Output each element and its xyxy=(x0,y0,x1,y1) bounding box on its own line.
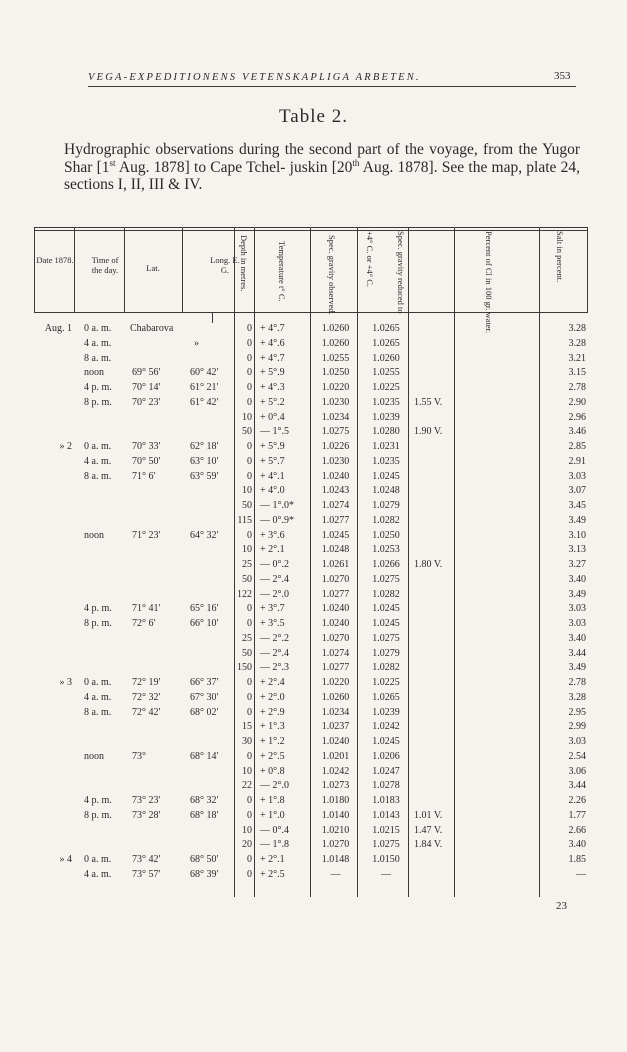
intro-line-3a: juskin [20 xyxy=(289,158,353,176)
cell-depth: 0 xyxy=(247,396,252,408)
cell-temp: + 5°.7 xyxy=(260,455,285,467)
col-header-time: Time of the day. xyxy=(91,255,119,275)
cell-long: 63° 10′ xyxy=(190,455,219,467)
cell-long: 68° 39′ xyxy=(190,868,219,880)
cell-spec-obs: 1.0270 xyxy=(321,632,350,644)
cell-spec-obs: 1.0220 xyxy=(321,382,350,393)
cell-spec-reduced: 1.0183 xyxy=(372,795,400,806)
cell-long: 64° 32′ xyxy=(190,529,219,541)
cell-percent-cl: 1.80 V. xyxy=(414,559,443,570)
cell-spec-reduced: 1.0260 xyxy=(372,352,400,364)
cell-depth: 115 xyxy=(237,514,252,526)
cell-temp: + 3°.5 xyxy=(260,618,285,629)
cell-time: 8 p. m. xyxy=(84,618,112,629)
cell-long: 68° 14′ xyxy=(190,750,219,762)
cell-long: 61° 42′ xyxy=(190,396,219,408)
cell-temp: + 5°.2 xyxy=(260,396,285,408)
col-header-lat: Lat. xyxy=(146,263,160,273)
cell-spec-obs: 1.0260 xyxy=(321,691,350,703)
cell-long: 66° 10′ xyxy=(190,618,219,629)
cell-depth: 0 xyxy=(247,677,252,688)
cell-time: 0 a. m. xyxy=(84,854,112,865)
table-top-rule xyxy=(34,227,588,228)
divider-lat xyxy=(182,227,183,313)
cell-depth: 10 xyxy=(242,765,252,777)
cell-depth: 10 xyxy=(242,485,252,497)
cell-temp: + 3°.6 xyxy=(260,529,285,541)
cell-spec-obs: 1.0255 xyxy=(321,352,350,364)
cell-date: » 2 xyxy=(59,441,72,452)
col-header-depth: Depth in metres. xyxy=(239,235,249,292)
cell-spec-reduced: 1.0225 xyxy=(372,677,400,688)
cell-salt: 3.03 xyxy=(568,470,586,482)
cell-long: 67° 30′ xyxy=(190,691,219,703)
cell-time: 4 p. m. xyxy=(84,603,112,615)
cell-depth: 0 xyxy=(247,854,252,865)
cell-salt: 2.85 xyxy=(568,441,586,452)
divider-time xyxy=(124,227,125,313)
cell-spec-reduced: 1.0235 xyxy=(372,396,400,408)
cell-salt: — xyxy=(576,868,586,880)
cell-temp: + 0°.4 xyxy=(260,411,285,423)
cell-salt: 3.28 xyxy=(568,337,586,349)
col-header-date: Date 1878. xyxy=(36,255,74,265)
cell-spec-reduced: 1.0280 xyxy=(372,426,400,438)
cell-long: 68° 02′ xyxy=(190,706,219,718)
cell-salt: 3.28 xyxy=(568,323,586,334)
cell-spec-obs: 1.0240 xyxy=(321,618,350,629)
cell-lat: 71° 6′ xyxy=(132,470,156,482)
cell-temp: — 2°.4 xyxy=(260,647,289,659)
cell-temp: + 4°.7 xyxy=(260,352,285,364)
cell-salt: 2.78 xyxy=(568,382,586,393)
cell-temp: + 5°.9 xyxy=(260,367,285,379)
cell-salt: 1.77 xyxy=(568,809,586,821)
cell-time: noon xyxy=(84,750,104,762)
cell-spec-obs: 1.0230 xyxy=(321,455,350,467)
cell-lat: 71° 23′ xyxy=(132,529,161,541)
cell-spec-obs: 1.0148 xyxy=(321,854,350,865)
sheet-number: 23 xyxy=(556,900,567,912)
cell-salt: 3.06 xyxy=(568,765,586,777)
cell-salt: 3.13 xyxy=(568,544,586,556)
cell-depth: 0 xyxy=(247,529,252,541)
cell-long: 68° 32′ xyxy=(190,795,219,806)
cell-time: 8 p. m. xyxy=(84,809,112,821)
cell-temp: — 2°.0 xyxy=(260,588,289,600)
cell-long: 68° 50′ xyxy=(190,854,219,865)
cell-lat: » xyxy=(194,337,199,349)
divider-date xyxy=(74,227,75,313)
cell-salt: 2.91 xyxy=(568,455,586,467)
col-header-spec-red: Spec. gravity reduced to xyxy=(396,231,406,314)
cell-spec-obs: 1.0260 xyxy=(321,337,350,349)
cell-salt: 3.03 xyxy=(568,603,586,615)
cell-depth: 0 xyxy=(247,441,252,452)
cell-temp: + 2°.1 xyxy=(260,544,285,556)
cell-depth: 50 xyxy=(242,500,252,511)
cell-temp: + 2°.5 xyxy=(260,868,285,880)
cell-salt: 3.40 xyxy=(568,573,586,585)
cell-depth: 0 xyxy=(247,367,252,379)
cell-depth: 0 xyxy=(247,809,252,821)
cell-lat: 70° 23′ xyxy=(132,396,161,408)
cell-temp: — 0°.2 xyxy=(260,559,289,570)
cell-salt: 2.99 xyxy=(568,721,586,733)
cell-temp: + 1°.0 xyxy=(260,809,285,821)
cell-spec-obs: 1.0260 xyxy=(321,323,350,334)
cell-lat: 73° 28′ xyxy=(132,809,161,821)
cell-salt: 3.40 xyxy=(568,632,586,644)
page-number: 353 xyxy=(554,70,571,82)
cell-salt: 2.26 xyxy=(568,795,586,806)
cell-depth: 0 xyxy=(247,352,252,364)
cell-temp: — 2°.0 xyxy=(260,780,289,792)
cell-temp: + 4°.7 xyxy=(260,323,285,334)
cell-temp: + 1°.8 xyxy=(260,795,285,806)
cell-temp: + 0°.8 xyxy=(260,765,285,777)
table-right-edge xyxy=(587,227,588,313)
cell-salt: 3.27 xyxy=(568,559,586,570)
cell-time: 8 a. m. xyxy=(84,352,112,364)
cell-spec-obs: 1.0248 xyxy=(321,544,350,556)
cell-depth: 0 xyxy=(247,470,252,482)
cell-depth: 122 xyxy=(237,588,252,600)
cell-depth: 0 xyxy=(247,382,252,393)
cell-time: noon xyxy=(84,367,104,379)
cell-salt: 3.49 xyxy=(568,588,586,600)
divider-red xyxy=(408,227,409,897)
cell-spec-obs: 1.0245 xyxy=(321,529,350,541)
cell-long: 66° 37′ xyxy=(190,677,219,688)
cell-spec-obs: 1.0226 xyxy=(321,441,350,452)
cell-depth: 10 xyxy=(242,544,252,556)
cell-spec-reduced: 1.0250 xyxy=(372,529,400,541)
cell-lat: 73° 57′ xyxy=(132,868,161,880)
cell-depth: 50 xyxy=(242,426,252,438)
cell-time: 8 a. m. xyxy=(84,470,112,482)
running-header: VEGA-EXPEDITIONENS VETENSKAPLIGA ARBETEN. xyxy=(88,72,421,83)
cell-depth: 0 xyxy=(247,618,252,629)
cell-percent-cl: 1.90 V. xyxy=(414,426,443,438)
cell-spec-reduced: 1.0278 xyxy=(372,780,400,792)
cell-depth: 0 xyxy=(247,337,252,349)
cell-date: Aug. 1 xyxy=(44,323,72,334)
table-top-rule-2 xyxy=(34,230,588,231)
cell-lat: 73° 23′ xyxy=(132,795,161,806)
cell-spec-obs: 1.0250 xyxy=(321,367,350,379)
intro-sup-1: st xyxy=(109,157,116,168)
observations-table xyxy=(34,227,588,897)
cell-spec-reduced: 1.0206 xyxy=(372,750,400,762)
cell-spec-reduced: 1.0143 xyxy=(372,809,400,821)
cell-long: 62° 18′ xyxy=(190,441,219,452)
header-bottom-rule xyxy=(34,312,588,313)
cell-salt: 3.07 xyxy=(568,485,586,497)
intro-line-2b: Aug. 1878] to Cape Tchel- xyxy=(115,158,286,176)
cell-temp: — 2°.3 xyxy=(260,662,289,674)
cell-spec-obs: 1.0242 xyxy=(321,765,350,777)
cell-percent-cl: 1.84 V. xyxy=(414,839,443,851)
cell-depth: 22 xyxy=(242,780,252,792)
cell-spec-obs: 1.0274 xyxy=(321,647,350,659)
cell-spec-reduced: 1.0245 xyxy=(372,736,400,747)
cell-spec-obs: 1.0210 xyxy=(321,824,350,836)
cell-salt: 2.54 xyxy=(568,750,586,762)
cell-lat: 70° 33′ xyxy=(132,441,161,452)
cell-spec-reduced: 1.0235 xyxy=(372,455,400,467)
cell-salt: 3.21 xyxy=(568,352,586,364)
cell-lat: 72° 32′ xyxy=(132,691,161,703)
cell-spec-reduced: 1.0231 xyxy=(372,441,400,452)
cell-spec-obs: 1.0230 xyxy=(321,396,350,408)
cell-depth: 150 xyxy=(237,662,252,674)
cell-long: 63° 59′ xyxy=(190,470,219,482)
cell-temp: — 1°.8 xyxy=(260,839,289,851)
cell-time: noon xyxy=(84,529,104,541)
cell-spec-obs: 1.0270 xyxy=(321,839,350,851)
cell-depth: 30 xyxy=(242,736,252,747)
cell-spec-obs: 1.0240 xyxy=(321,603,350,615)
cell-spec-obs: 1.0277 xyxy=(321,662,350,674)
cell-date: » 4 xyxy=(59,854,72,865)
cell-long: 61° 21′ xyxy=(190,382,219,393)
cell-time: 4 p. m. xyxy=(84,795,112,806)
cell-spec-reduced: 1.0253 xyxy=(372,544,400,556)
cell-spec-reduced: 1.0279 xyxy=(372,500,400,511)
cell-temp: — 2°.2 xyxy=(260,632,289,644)
cell-temp: + 2°.1 xyxy=(260,854,285,865)
cell-spec-obs: 1.0261 xyxy=(321,559,350,570)
cell-salt: 2.96 xyxy=(568,411,586,423)
cell-temp: + 4°.0 xyxy=(260,485,285,497)
cell-time: 4 p. m. xyxy=(84,382,112,393)
cell-spec-reduced: 1.0282 xyxy=(372,662,400,674)
intro-line-3b: Aug. 1878]. See the map, plate 24, sections I, II, xyxy=(64,158,580,193)
cell-spec-reduced: 1.0245 xyxy=(372,470,400,482)
cell-temp: + 1°.3 xyxy=(260,721,285,733)
cell-time: 8 p. m. xyxy=(84,396,112,408)
cell-depth: 0 xyxy=(247,603,252,615)
cell-salt: 2.95 xyxy=(568,706,586,718)
cell-temp: + 2°.9 xyxy=(260,706,285,718)
cell-lat: 72° 6′ xyxy=(132,618,156,629)
cell-salt: 3.15 xyxy=(568,367,586,379)
divider-depth xyxy=(254,227,255,897)
cell-spec-obs: 1.0243 xyxy=(321,485,350,497)
cell-depth: 0 xyxy=(247,455,252,467)
cell-temp: — 0°.4 xyxy=(260,824,289,836)
cell-spec-reduced: 1.0265 xyxy=(372,691,400,703)
cell-spec-reduced: 1.0282 xyxy=(372,588,400,600)
cell-depth: 0 xyxy=(247,868,252,880)
cell-depth: 10 xyxy=(242,824,252,836)
cell-lat: 70° 50′ xyxy=(132,455,161,467)
cell-depth: 50 xyxy=(242,573,252,585)
cell-spec-obs: 1.0277 xyxy=(321,514,350,526)
cell-spec-reduced: 1.0239 xyxy=(372,411,400,423)
cell-temp: + 3°.7 xyxy=(260,603,285,615)
cell-temp: + 4°.3 xyxy=(260,382,285,393)
cell-time: 4 a. m. xyxy=(84,455,112,467)
cell-time: 8 a. m. xyxy=(84,706,112,718)
divider-temp xyxy=(310,227,311,897)
cell-depth: 15 xyxy=(242,721,252,733)
cell-spec-reduced: 1.0265 xyxy=(372,323,400,334)
cell-spec-reduced: 1.0275 xyxy=(372,573,400,585)
cell-spec-obs: 1.0275 xyxy=(321,426,350,438)
cell-temp: + 4°.1 xyxy=(260,470,285,482)
cell-spec-reduced: 1.0282 xyxy=(372,514,400,526)
cell-depth: 10 xyxy=(242,411,252,423)
cell-salt: 3.49 xyxy=(568,514,586,526)
cell-long: 68° 18′ xyxy=(190,809,219,821)
cell-spec-obs: 1.0270 xyxy=(321,573,350,585)
cell-spec-reduced: 1.0150 xyxy=(372,854,400,865)
cell-spec-reduced: 1.0248 xyxy=(372,485,400,497)
cell-salt: 3.45 xyxy=(568,500,586,511)
intro-sup-2: th xyxy=(352,157,360,168)
col-header-salt: Salt in percent. xyxy=(555,231,565,283)
cell-time: 0 a. m. xyxy=(84,677,112,688)
cell-depth: 25 xyxy=(242,559,252,570)
cell-percent-cl: 1.55 V. xyxy=(414,396,443,408)
cell-spec-obs: 1.0240 xyxy=(321,736,350,747)
cell-temp: + 2°.5 xyxy=(260,750,285,762)
cell-spec-obs: 1.0274 xyxy=(321,500,350,511)
intro-paragraph xyxy=(64,141,580,194)
cell-depth: 20 xyxy=(242,839,252,851)
cell-lat: 71° 41′ xyxy=(132,603,161,615)
cell-temp: + 1°.2 xyxy=(260,736,285,747)
cell-salt: 3.03 xyxy=(568,618,586,629)
col-header-reduced-sep: +4° C. or +4° C. xyxy=(365,231,375,288)
cell-spec-obs: 1.0240 xyxy=(321,470,350,482)
cell-spec-reduced: — xyxy=(381,868,391,880)
cell-spec-reduced: 1.0245 xyxy=(372,603,400,615)
cell-spec-reduced: 1.0215 xyxy=(372,824,400,836)
cell-spec-obs: 1.0140 xyxy=(321,809,350,821)
cell-spec-obs: 1.0273 xyxy=(321,780,350,792)
cell-lat: 73° 42′ xyxy=(132,854,161,865)
cell-depth: 0 xyxy=(247,750,252,762)
cell-spec-obs: 1.0180 xyxy=(321,795,350,806)
cell-salt: 3.49 xyxy=(568,662,586,674)
cell-salt: 2.90 xyxy=(568,396,586,408)
cell-percent-cl: 1.47 V. xyxy=(414,824,443,836)
intro-line-2a: voyage, from the Yugor Shar [1 xyxy=(64,141,581,176)
cell-spec-reduced: 1.0247 xyxy=(372,765,400,777)
cell-salt: 3.46 xyxy=(568,426,586,438)
cell-spec-reduced: 1.0265 xyxy=(372,337,400,349)
cell-long: 65° 16′ xyxy=(190,603,219,615)
cell-temp: + 2°.0 xyxy=(260,691,285,703)
intro-line-1: Hydrographic observations during the second part of the xyxy=(64,141,424,158)
cell-spec-obs: 1.0277 xyxy=(321,588,350,600)
cell-time: 4 a. m. xyxy=(84,691,112,703)
cell-temp: — 1°.0* xyxy=(260,500,294,511)
cell-date: » 3 xyxy=(59,677,72,688)
cell-time: 4 a. m. xyxy=(84,337,112,349)
cell-depth: 0 xyxy=(247,691,252,703)
cell-spec-reduced: 1.0239 xyxy=(372,706,400,718)
cell-spec-reduced: 1.0225 xyxy=(372,382,400,393)
header-rule xyxy=(88,86,576,87)
cell-spec-obs: 1.0220 xyxy=(321,677,350,688)
cell-depth: 50 xyxy=(242,647,252,659)
cell-spec-obs: 1.0237 xyxy=(321,721,350,733)
cell-spec-obs: 1.0234 xyxy=(321,411,350,423)
cell-spec-reduced: 1.0242 xyxy=(372,721,400,733)
cell-temp: — 1°.5 xyxy=(260,426,289,438)
cell-salt: 3.03 xyxy=(568,736,586,747)
cell-spec-reduced: 1.0275 xyxy=(372,839,400,851)
cell-temp: — 2°.4 xyxy=(260,573,289,585)
cell-time: 0 a. m. xyxy=(84,323,112,334)
cell-temp: + 2°.4 xyxy=(260,677,285,688)
cell-spec-obs: 1.0234 xyxy=(321,706,350,718)
cell-spec-reduced: 1.0245 xyxy=(372,618,400,629)
table-title: Table 2. xyxy=(279,106,348,127)
cell-depth: 0 xyxy=(247,323,252,334)
cell-time: 0 a. m. xyxy=(84,441,112,452)
cell-temp: — 0°.9* xyxy=(260,514,294,526)
cell-salt: 2.78 xyxy=(568,677,586,688)
cell-depth: 0 xyxy=(247,795,252,806)
cell-spec-obs: — xyxy=(330,868,341,880)
col-header-long: Long. E. G. xyxy=(210,255,240,275)
cell-depth: 25 xyxy=(242,632,252,644)
cell-salt: 3.10 xyxy=(568,529,586,541)
cell-long: 60° 42′ xyxy=(190,367,219,379)
cell-spec-obs: 1.0201 xyxy=(321,750,350,762)
cell-percent-cl: 1.01 V. xyxy=(414,809,443,821)
col-header-temp: Temperature t° C. xyxy=(277,241,287,302)
cell-lat: Chabarova xyxy=(130,323,174,334)
cell-temp: + 4°.6 xyxy=(260,337,285,349)
cell-salt: 3.40 xyxy=(568,839,586,851)
cell-salt: 1.85 xyxy=(568,854,586,865)
cell-lat: 69° 56′ xyxy=(132,367,161,379)
cell-salt: 3.44 xyxy=(568,647,586,659)
cell-spec-reduced: 1.0266 xyxy=(372,559,400,570)
cell-salt: 2.66 xyxy=(568,824,586,836)
cell-spec-reduced: 1.0279 xyxy=(372,647,400,659)
cell-lat: 72° 42′ xyxy=(132,706,161,718)
cell-lat: 70° 14′ xyxy=(132,382,161,393)
col-header-percent-cl: Percent of Cl in 100 gr. water. xyxy=(484,231,494,333)
cell-time: 4 a. m. xyxy=(84,868,112,880)
col-header-spec-obs: Spec. gravity observed. xyxy=(327,235,337,315)
divider-obs xyxy=(357,227,358,897)
cell-salt: 3.28 xyxy=(568,691,586,703)
cell-salt: 3.44 xyxy=(568,780,586,792)
cell-spec-reduced: 1.0275 xyxy=(372,632,400,644)
cell-lat: 73° xyxy=(132,750,146,762)
intro-line-4: III & IV. xyxy=(148,176,203,193)
cell-spec-reduced: 1.0255 xyxy=(372,367,400,379)
cell-temp: + 5°.9 xyxy=(260,441,285,452)
cell-depth: 0 xyxy=(247,706,252,718)
cell-lat: 72° 19′ xyxy=(132,677,161,688)
table-left-edge xyxy=(34,227,35,313)
